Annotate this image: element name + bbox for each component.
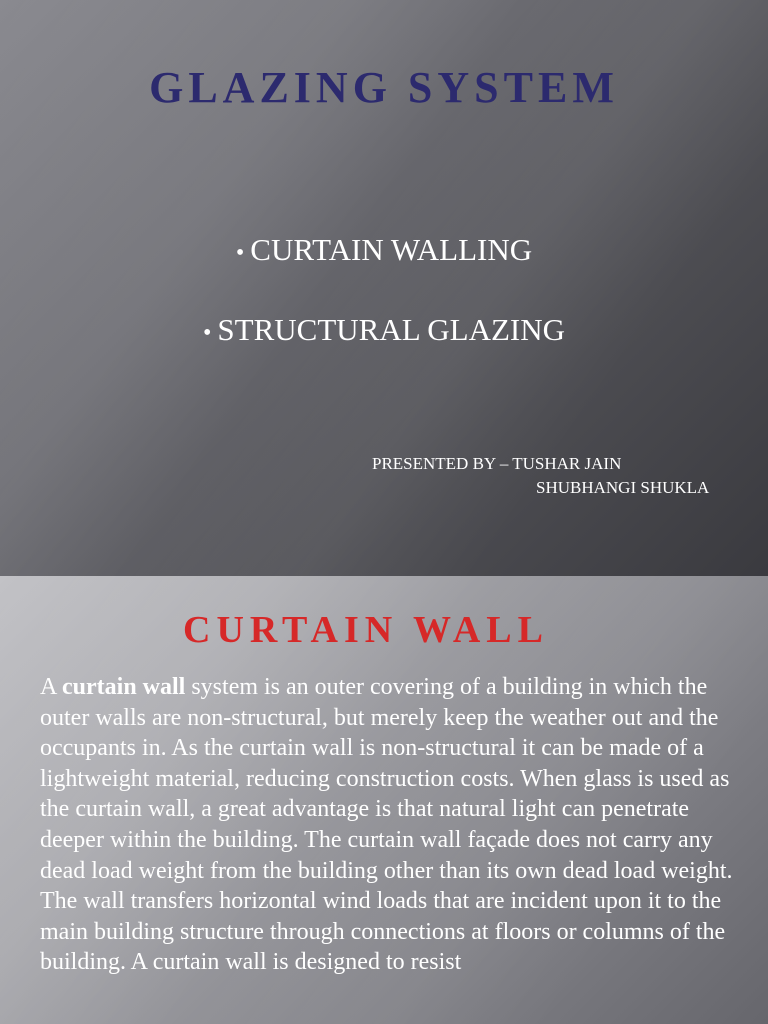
topic-list <box>0 226 768 386</box>
presenter-line-2: SHUBHANGI SHUKLA <box>536 478 710 497</box>
presenter-line-1: PRESENTED BY – TUSHAR JAIN <box>372 454 622 473</box>
topic-item <box>0 226 768 306</box>
bullet-icon: • <box>203 320 212 346</box>
slide-title-heading: GLAZING SYSTEM <box>149 63 619 112</box>
bullet-icon: • <box>235 240 245 266</box>
body-prefix: A <box>40 674 63 700</box>
body-rest: system is an outer covering of a building in which the outer walls are non-structural, but merely keep the weather out and the occupants in. As the curtain wall is non-structural it can be made of a lightweight material, reducing construction costs. When glass is used as the curtain wall, a great advantage is that natural light can penetrate deeper within the building. The curtain wall façade does not carry any dead load weight from the building other than its own dead load weight. The wall transfers horizontal wind loads that are incident upon it to the main building structure through connections at floors or columns of the building. A curtain wall is designed to resist <box>40 674 733 976</box>
slide-curtain-wall <box>0 576 768 1024</box>
body-bold-term: curtain wall <box>62 674 186 700</box>
slide-heading: CURTAIN WALL <box>183 609 549 651</box>
topic-label: STRUCTURAL GLAZING <box>217 312 565 347</box>
topic-item <box>0 306 768 386</box>
topic-label: CURTAIN WALLING <box>250 232 533 267</box>
body-paragraph <box>40 672 740 978</box>
presenter-credits <box>372 452 709 500</box>
